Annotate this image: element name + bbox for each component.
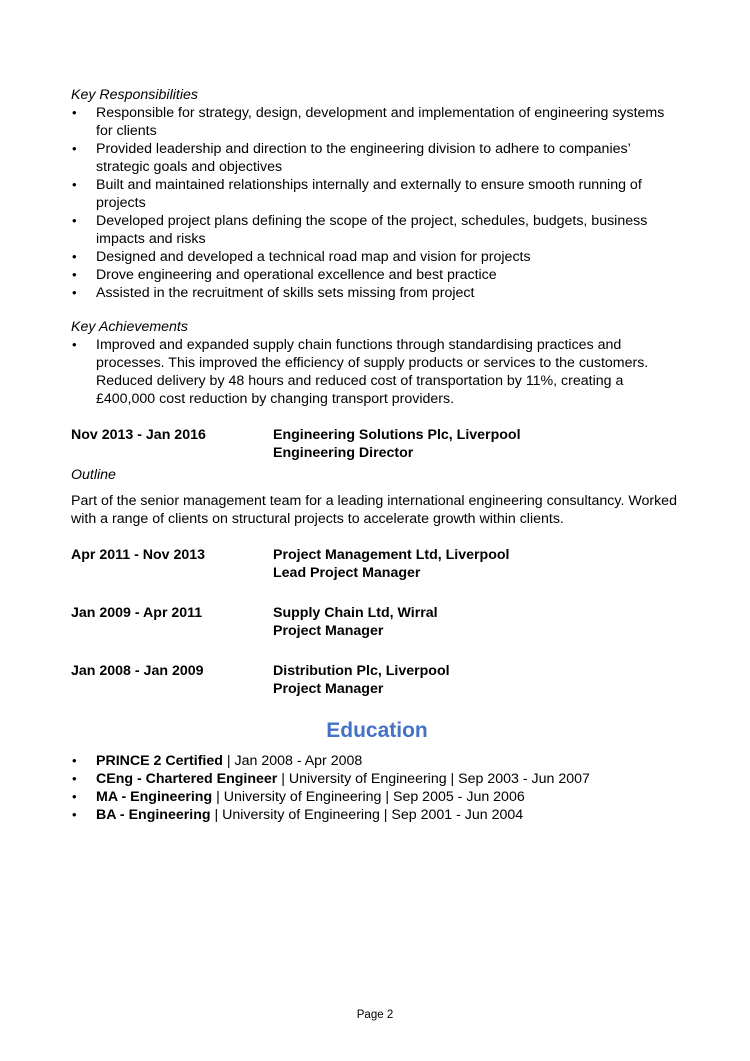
job-details <box>273 662 450 698</box>
page-number: Page 2 <box>356 1009 394 1021</box>
bullet-icon: • <box>72 213 77 228</box>
qualification-detail: | University of Engineering | Sep 2001 - Jun 2004 <box>210 807 524 823</box>
job-details <box>273 546 510 582</box>
job-company: Project Management Ltd, Liverpool <box>273 547 510 563</box>
key-achievements-heading: Key Achievements <box>71 319 188 335</box>
bullet-icon: • <box>72 807 77 822</box>
education-section-title: Education <box>326 719 428 742</box>
list-item <box>71 788 683 806</box>
job-company: Distribution Plc, Liverpool <box>273 663 450 679</box>
bullet-icon: • <box>72 105 77 120</box>
bullet-icon: • <box>72 789 77 804</box>
bullet-icon: • <box>72 285 77 300</box>
qualification-detail: | Jan 2008 - Apr 2008 <box>222 753 363 769</box>
qualification-detail: | University of Engineering | Sep 2003 - Jun 2007 <box>277 771 590 787</box>
job-company: Engineering Solutions Plc, Liverpool <box>273 427 521 443</box>
job-details <box>273 604 438 640</box>
outline-label: Outline <box>71 467 116 483</box>
bullet-icon: • <box>72 177 77 192</box>
list-item: • Developed project plans defining the scope of the project, schedules, budgets, business impacts and risks <box>72 213 648 247</box>
bullet-icon: • <box>72 249 77 264</box>
bullet-icon: • <box>72 753 77 768</box>
list-item: • Designed and developed a technical road map and vision for projects <box>72 249 531 265</box>
job-entry-project-management <box>71 546 683 582</box>
bullet-icon: • <box>72 141 77 156</box>
list-item <box>71 806 683 824</box>
job-entry-supply-chain <box>71 604 683 640</box>
job-dates: Apr 2011 - Nov 2013 <box>71 547 206 563</box>
list-item <box>71 770 683 788</box>
education-list <box>71 752 683 824</box>
job-title: Lead Project Manager <box>273 565 421 581</box>
list-item: • Responsible for strategy, design, development and implementation of engineering systems for clients <box>72 105 665 139</box>
list-item: • Provided leadership and direction to the engineering division to adhere to companies’ strategic goals and objectives <box>72 141 631 175</box>
qualification-name: CEng - Chartered Engineer <box>96 771 278 787</box>
list-item: • Improved and expanded supply chain functions through standardising practices and processes. This improved the efficiency of supply products or services to the customers. Reduced delivery by 48 hours and reduced cost of transportation by 11%, creating a £400,000 cost reduction by changing transport providers. <box>72 337 649 407</box>
qualification-name: MA - Engineering <box>96 789 213 805</box>
bullet-icon: • <box>72 337 77 352</box>
job-title: Project Manager <box>273 623 384 639</box>
achievements-list <box>71 336 683 408</box>
list-item: • Assisted in the recruitment of skills sets missing from project <box>72 285 475 301</box>
job-entry-distribution <box>71 662 683 698</box>
job-dates: Nov 2013 - Jan 2016 <box>71 427 206 443</box>
job-details <box>273 426 521 462</box>
key-responsibilities-heading: Key Responsibilities <box>71 87 198 103</box>
job-company: Supply Chain Ltd, Wirral <box>273 605 438 621</box>
qualification-name: BA - Engineering <box>96 807 211 823</box>
bullet-icon: • <box>72 771 77 786</box>
job-entry-engineering-solutions <box>71 426 683 462</box>
job-dates: Jan 2009 - Apr 2011 <box>71 605 203 621</box>
job-dates: Jan 2008 - Jan 2009 <box>71 663 204 679</box>
job-title: Project Manager <box>273 681 384 697</box>
cv-page-content <box>71 86 683 824</box>
bullet-icon: • <box>72 267 77 282</box>
qualification-detail: | University of Engineering | Sep 2005 - Jun 2006 <box>212 789 525 805</box>
job-title: Engineering Director <box>273 445 414 461</box>
outline-text: Part of the senior management team for a leading international engineering consultancy. Worked with a range of clients on structural projects to accelerate growth within clients. <box>71 493 677 527</box>
list-item <box>71 752 683 770</box>
qualification-name: PRINCE 2 Certified <box>96 753 223 769</box>
list-item: • Built and maintained relationships internally and externally to ensure smooth running of projects <box>72 177 642 211</box>
responsibilities-list <box>71 104 683 302</box>
list-item: • Drove engineering and operational excellence and best practice <box>72 267 497 283</box>
